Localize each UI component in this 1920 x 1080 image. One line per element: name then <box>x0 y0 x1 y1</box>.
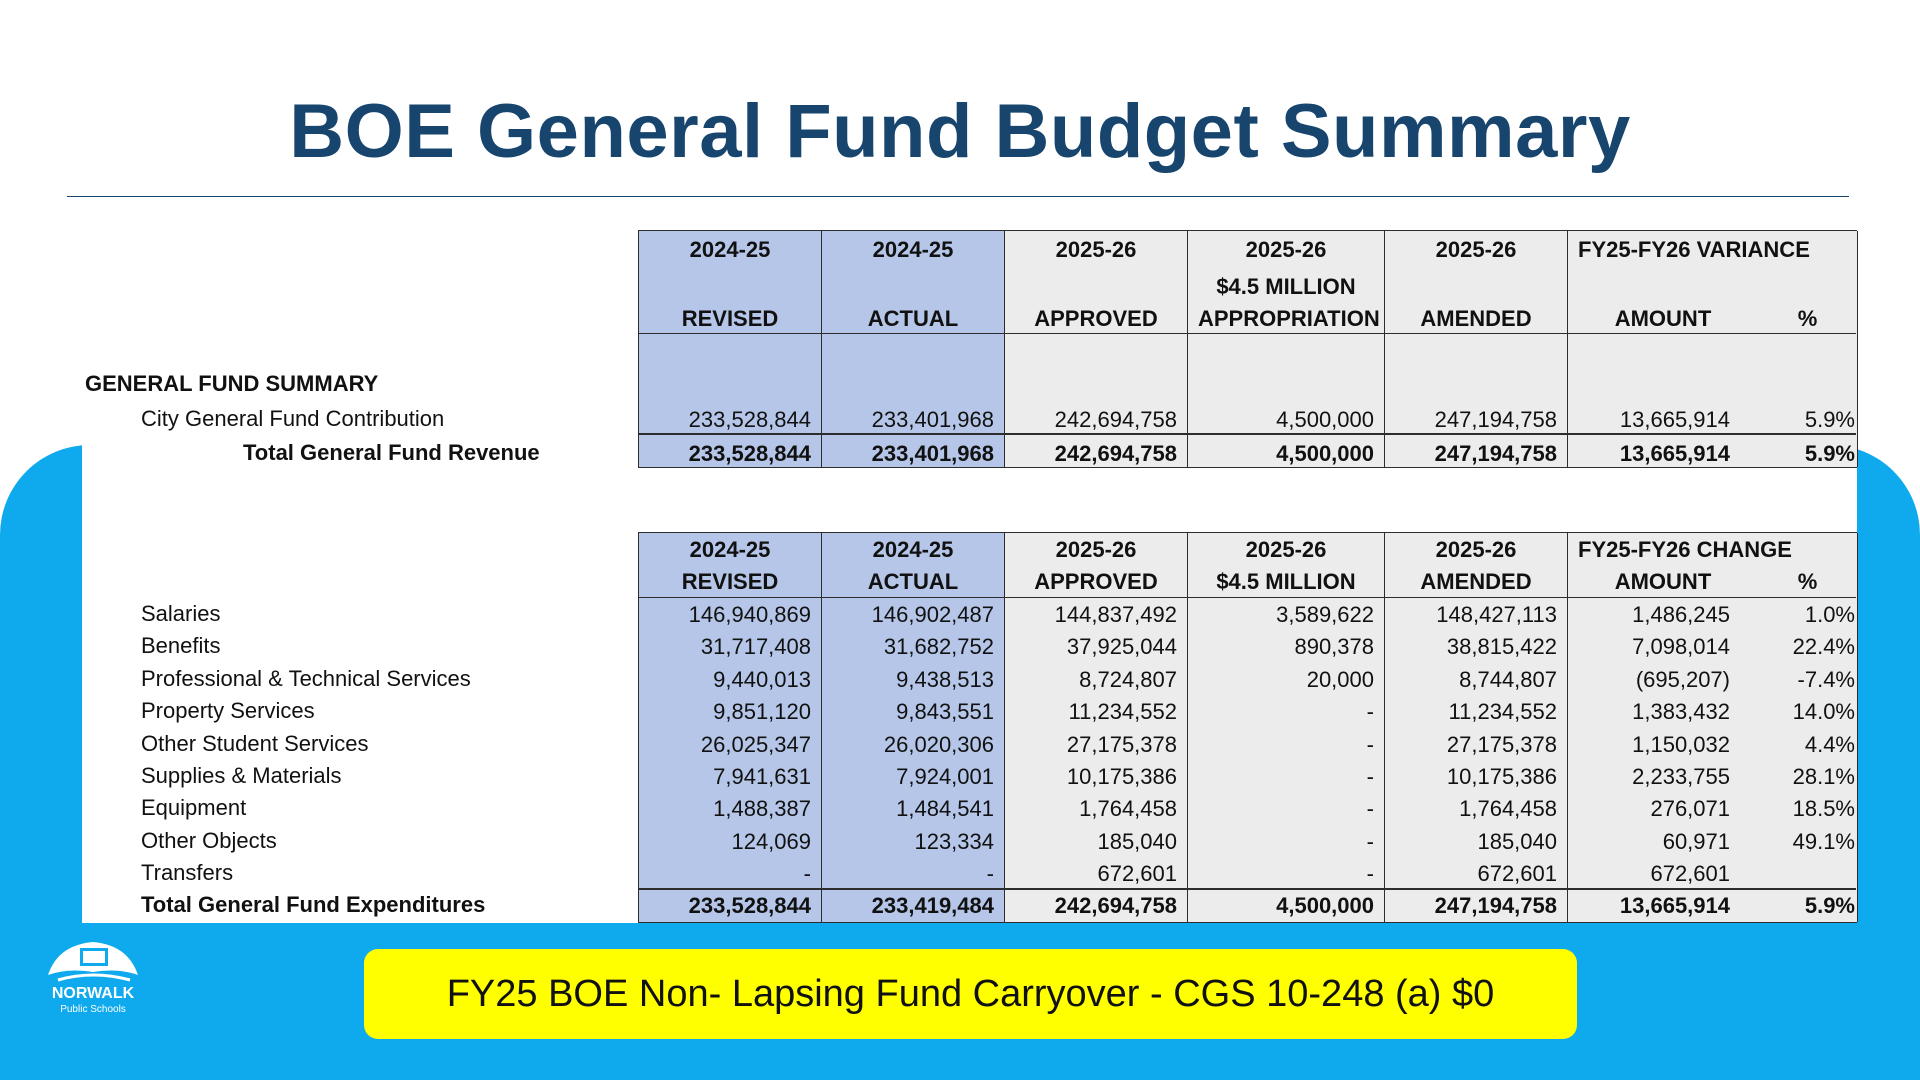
table-column <box>1188 231 1385 467</box>
column-year: 2025-26 <box>1245 237 1327 262</box>
total-value-cell: 4,500,000 <box>1276 893 1374 918</box>
expense-row-label: Transfers <box>141 860 234 886</box>
column-year: 2024-25 <box>872 237 954 262</box>
value-cell: 26,025,347 <box>700 731 811 757</box>
percent-cell: 49.1% <box>1792 828 1855 854</box>
value-cell: 233,528,844 <box>688 441 811 466</box>
expense-row-label: Professional & Technical Services <box>141 665 471 691</box>
amount-cell: 276,071 <box>1650 796 1730 822</box>
amount-cell: 13,665,914 <box>1619 407 1730 432</box>
column-subtitle: $4.5 MILLION <box>1216 274 1356 299</box>
value-cell: 9,438,513 <box>896 666 994 692</box>
amount-header: AMOUNT <box>1614 306 1712 331</box>
total-value-cell: 242,694,758 <box>1054 893 1177 918</box>
expense-row-label: Equipment <box>141 795 247 821</box>
value-cell: 37,925,044 <box>1066 634 1177 660</box>
value-cell: 9,440,013 <box>713 666 811 692</box>
column-year: 2024-25 <box>689 537 771 562</box>
value-cell: 11,234,552 <box>1448 699 1557 725</box>
value-cell: 10,175,386 <box>1066 764 1177 789</box>
total-percent-cell: 5.9% <box>1804 893 1855 918</box>
table-column <box>822 231 1005 467</box>
percent-cell: 5.9% <box>1804 407 1855 432</box>
table-column <box>1385 533 1568 922</box>
value-cell: 144,837,492 <box>1054 602 1177 627</box>
value-cell: 185,040 <box>1477 828 1557 854</box>
value-cell: 247,194,758 <box>1434 407 1557 432</box>
total-revenue-label: Total General Fund Revenue <box>243 440 540 465</box>
value-cell: 38,815,422 <box>1446 634 1557 660</box>
value-cell: 1,484,541 <box>896 796 994 822</box>
amount-cell: 672,601 <box>1650 861 1730 887</box>
total-value-cell: 247,194,758 <box>1434 893 1557 918</box>
value-cell: - <box>1366 796 1374 822</box>
percent-header: % <box>1797 306 1818 331</box>
column-year: 2025-26 <box>1435 237 1517 262</box>
amount-cell: (695,207) <box>1635 666 1730 692</box>
value-cell: 242,694,758 <box>1054 407 1177 432</box>
amount-cell: 13,665,914 <box>1619 441 1730 466</box>
variance-header: FY25-FY26 VARIANCE <box>1578 237 1810 262</box>
value-cell: 672,601 <box>1097 861 1177 887</box>
section-label: GENERAL FUND SUMMARY <box>85 371 379 396</box>
value-cell: 233,401,968 <box>871 441 994 466</box>
column-header: APPROVED <box>1034 569 1158 594</box>
value-cell: 185,040 <box>1097 828 1177 854</box>
value-cell: 27,175,378 <box>1066 731 1177 757</box>
total-value-cell: 233,528,844 <box>688 893 811 918</box>
value-cell: 26,020,306 <box>883 731 994 757</box>
value-cell: 7,941,631 <box>713 764 811 789</box>
column-year: 2025-26 <box>1055 237 1137 262</box>
percent-header: % <box>1797 569 1818 594</box>
value-cell: 1,488,387 <box>713 796 811 822</box>
table-column <box>1005 533 1188 922</box>
expense-row-label: Other Student Services <box>141 730 369 756</box>
column-header: REVISED <box>681 569 779 594</box>
percent-cell: 1.0% <box>1804 602 1855 627</box>
value-cell: 4,500,000 <box>1276 441 1374 466</box>
amount-cell: 1,383,432 <box>1632 699 1730 725</box>
value-cell: 31,682,752 <box>883 634 994 660</box>
total-amount-cell: 13,665,914 <box>1619 893 1730 918</box>
value-cell: 27,175,378 <box>1446 731 1557 757</box>
header-divider <box>639 333 1856 334</box>
value-cell: 247,194,758 <box>1434 441 1557 466</box>
total-expenditures-label: Total General Fund Expenditures <box>141 892 486 917</box>
value-cell: - <box>986 861 994 887</box>
expense-row-label: Other Objects <box>141 827 277 853</box>
value-cell: 890,378 <box>1294 634 1374 660</box>
value-cell: 146,902,487 <box>871 602 994 627</box>
table-column <box>1188 533 1385 922</box>
value-cell: 1,764,458 <box>1459 796 1557 822</box>
column-year: 2024-25 <box>689 237 771 262</box>
value-cell: 242,694,758 <box>1054 441 1177 466</box>
amount-cell: 7,098,014 <box>1632 634 1730 660</box>
percent-cell: 5.9% <box>1804 441 1855 466</box>
percent-cell: 22.4% <box>1792 634 1855 660</box>
carryover-banner: FY25 BOE Non- Lapsing Fund Carryover - CGS 10-248 (a) $0 <box>364 949 1577 1039</box>
value-cell: 8,724,807 <box>1079 666 1177 692</box>
percent-cell: 18.5% <box>1792 796 1855 822</box>
header-divider <box>639 597 1856 598</box>
value-cell: 31,717,408 <box>700 634 811 660</box>
percent-cell: -7.4% <box>1797 666 1855 692</box>
value-cell: 9,843,551 <box>896 699 994 725</box>
value-cell: - <box>1366 861 1374 887</box>
value-cell: 10,175,386 <box>1446 764 1557 789</box>
value-cell: 20,000 <box>1306 666 1374 692</box>
column-header: REVISED <box>681 306 779 331</box>
table-column <box>1385 231 1568 467</box>
revenue-table <box>638 230 1857 468</box>
percent-cell: 4.4% <box>1804 731 1855 757</box>
amount-cell: 1,486,245 <box>1632 602 1730 627</box>
value-cell: - <box>1366 699 1374 725</box>
percent-cell <box>1740 859 1857 889</box>
value-cell: - <box>1366 731 1374 757</box>
value-cell: 146,940,869 <box>688 602 811 627</box>
value-cell: 7,924,001 <box>896 764 994 789</box>
percent-cell: 14.0% <box>1792 699 1855 725</box>
amount-cell: 60,971 <box>1662 828 1730 854</box>
logo-subtext: Public Schools <box>60 1004 126 1015</box>
value-cell: 9,851,120 <box>713 699 811 725</box>
total-divider <box>639 433 1856 435</box>
column-year: 2025-26 <box>1435 537 1517 562</box>
value-cell: - <box>803 861 811 887</box>
value-cell: 148,427,113 <box>1436 602 1557 627</box>
value-cell: 124,069 <box>731 828 811 854</box>
amount-cell: 1,150,032 <box>1632 731 1730 757</box>
expenditure-table <box>638 532 1857 923</box>
expense-row-label: Salaries <box>141 601 221 626</box>
value-cell: 4,500,000 <box>1276 407 1374 432</box>
table-column <box>1568 533 1858 922</box>
value-cell: - <box>1366 828 1374 854</box>
logo-text: NORWALK <box>51 985 135 1002</box>
value-cell: 8,744,807 <box>1459 666 1557 692</box>
table-column <box>1568 231 1858 467</box>
value-cell: 11,234,552 <box>1068 699 1177 725</box>
column-header: $4.5 MILLION <box>1216 569 1356 594</box>
expense-row-label: Benefits <box>141 633 221 659</box>
column-header: APPROVED <box>1034 306 1158 331</box>
amount-header: AMOUNT <box>1614 569 1712 594</box>
column-header: AMENDED <box>1420 306 1532 331</box>
value-cell: 233,401,968 <box>871 407 994 432</box>
table-column <box>1005 231 1188 467</box>
value-cell: 1,764,458 <box>1079 796 1177 822</box>
column-year: 2024-25 <box>872 537 954 562</box>
total-divider <box>639 888 1856 890</box>
column-header: APPROPRIATION <box>1198 306 1380 331</box>
title-divider <box>67 196 1849 197</box>
expense-row-label: Supplies & Materials <box>141 763 342 788</box>
amount-cell: 2,233,755 <box>1632 764 1730 789</box>
row-label: City General Fund Contribution <box>141 406 445 431</box>
value-cell: 3,589,622 <box>1276 602 1374 627</box>
value-cell: 672,601 <box>1477 861 1557 887</box>
table-column <box>639 533 822 922</box>
column-header: ACTUAL <box>867 306 959 331</box>
percent-cell: 28.1% <box>1792 764 1855 789</box>
value-cell: 233,528,844 <box>688 407 811 432</box>
value-cell: - <box>1366 764 1374 789</box>
table-column <box>639 231 822 467</box>
column-header: ACTUAL <box>867 569 959 594</box>
page-title: BOE General Fund Budget Summary <box>289 89 1631 174</box>
column-year: 2025-26 <box>1055 537 1137 562</box>
column-header: AMENDED <box>1420 569 1532 594</box>
change-header: FY25-FY26 CHANGE <box>1578 537 1792 562</box>
column-year: 2025-26 <box>1245 537 1327 562</box>
table-column <box>822 533 1005 922</box>
value-cell: 123,334 <box>914 828 994 854</box>
expense-row-label: Property Services <box>141 698 315 724</box>
total-value-cell: 233,419,484 <box>871 893 994 918</box>
